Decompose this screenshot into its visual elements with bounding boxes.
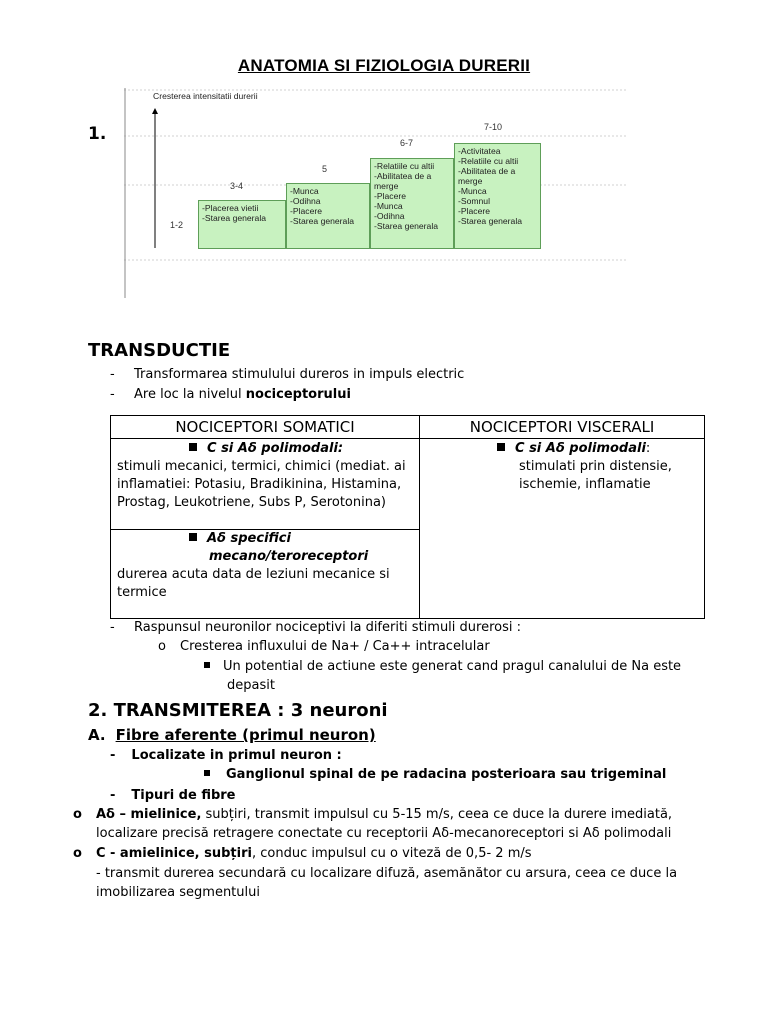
step-item: -Placere <box>374 191 406 201</box>
localizate-line: - Localizate in primul neuron : <box>110 748 342 763</box>
fiber-a-delta-line-2: localizare precisă retragere conectate cu receptorii Aδ-mecanoreceptori si Aδ polimodali <box>96 826 672 841</box>
section-number-1: 1. <box>88 124 107 144</box>
step-item: -Starea generala <box>202 213 267 223</box>
somatic-1-text: stimuli mecanici, termici, chimici (mediat. ai inflamatiei: Potasiu, Bradikinina, Histamina, Prostag, Leukotriene, Subs P, Serotonina) <box>117 459 406 510</box>
bold-term: nociceptorului <box>245 387 351 402</box>
somatic-2-title: Aδ specifici mecano/teroreceptori <box>189 530 409 566</box>
ganglion-line: Ganglionul spinal de pe radacina posterioara sau trigeminal <box>204 766 666 784</box>
fiber-c-line-1: o C - amielinice, subțiri, conduc impulsul cu o viteză de 0,5- 2 m/s <box>73 846 532 861</box>
raspuns-subsub-bullet: Un potential de actiune este generat cand pragul canalului de Na este <box>204 658 681 676</box>
square-bullet-icon <box>189 443 197 451</box>
fiber-c-line-2: - transmit durerea secundară cu localizare difuză, asemănător cu arsura, ceea ce duce la <box>96 866 678 881</box>
step-item: -Abilitatea de a merge <box>374 171 432 191</box>
step-label-4: 6-7 <box>400 138 414 148</box>
table-header-somatici: NOCICEPTORI SOMATICI <box>175 418 355 436</box>
square-bullet-icon <box>497 443 505 451</box>
square-bullet-icon <box>204 662 210 668</box>
step-item: -Starea generala <box>290 216 355 226</box>
pain-intensity-chart <box>124 88 628 298</box>
bullet-text: Transformarea stimulului dureros in impuls electric <box>134 367 465 382</box>
step-item: -Placere <box>458 206 490 216</box>
step-item: -Relatiile cu altii <box>374 161 435 171</box>
step-label-1: 1-2 <box>170 220 184 230</box>
step-item: -Starea generala <box>458 216 523 226</box>
step-item: -Abilitatea de a merge <box>458 166 516 186</box>
fiber-a-delta-line-1: o Aδ – mielinice, subțiri, transmit impulsul cu 5-15 m/s, ceea ce duce la durere imediată, <box>73 807 673 822</box>
somatic-2-text: durerea acuta data de leziuni mecanice si termice <box>117 567 390 600</box>
fibre-aferente-heading: A. Fibre aferente (primul neuron) <box>88 726 376 744</box>
step-item: -Munca <box>458 186 487 196</box>
page-title: ANATOMIA SI FIZIOLOGIA DURERII <box>237 56 531 75</box>
transductie-heading: TRANSDUCTIE <box>88 340 231 361</box>
step-item: -Munca <box>290 186 319 196</box>
tipuri-line: - Tipuri de fibre <box>110 788 236 803</box>
step-item: -Starea generala <box>374 221 439 231</box>
step-box-2 <box>198 200 286 249</box>
fiber-c-line-3: imobilizarea segmentului <box>96 885 260 900</box>
table-header-viscerali: NOCICEPTORI VISCERALI <box>469 418 655 436</box>
step-item: -Placere <box>290 206 322 216</box>
step-item: -Placerea vietii <box>202 203 259 213</box>
square-bullet-icon <box>204 770 210 776</box>
chart-y-axis-label: Cresterea intensitatii durerii <box>153 91 258 101</box>
visceral-cell: C si Aδ polimodali: stimulati prin distensie, ischemie, inflamatie <box>497 440 701 494</box>
step-item: -Munca <box>374 201 403 211</box>
step-item: -Relatiile cu altii <box>458 156 519 166</box>
dash-marker: - <box>110 367 115 382</box>
square-bullet-icon <box>189 533 197 541</box>
step-item: -Odihna <box>290 196 321 206</box>
nociceptor-table <box>110 415 705 619</box>
somatic-1-title: C si Aδ polimodali: <box>189 440 417 458</box>
transmiterea-heading: 2. TRANSMITEREA : 3 neuroni <box>88 700 388 721</box>
step-box-3 <box>286 183 370 249</box>
bullet-text: Are loc la nivelul nociceptorului <box>134 387 351 402</box>
step-item: -Somnul <box>458 196 490 206</box>
step-label-2: 3-4 <box>230 181 244 191</box>
step-label-3: 5 <box>322 164 328 174</box>
step-box-5 <box>454 143 541 249</box>
step-label-5: 7-10 <box>484 122 503 132</box>
raspuns-subsub-continuation: depasit <box>227 678 275 693</box>
step-box-4 <box>370 158 454 249</box>
step-item: -Odihna <box>374 211 405 221</box>
dash-marker: - <box>110 387 115 402</box>
step-item: -Activitatea <box>458 146 501 156</box>
